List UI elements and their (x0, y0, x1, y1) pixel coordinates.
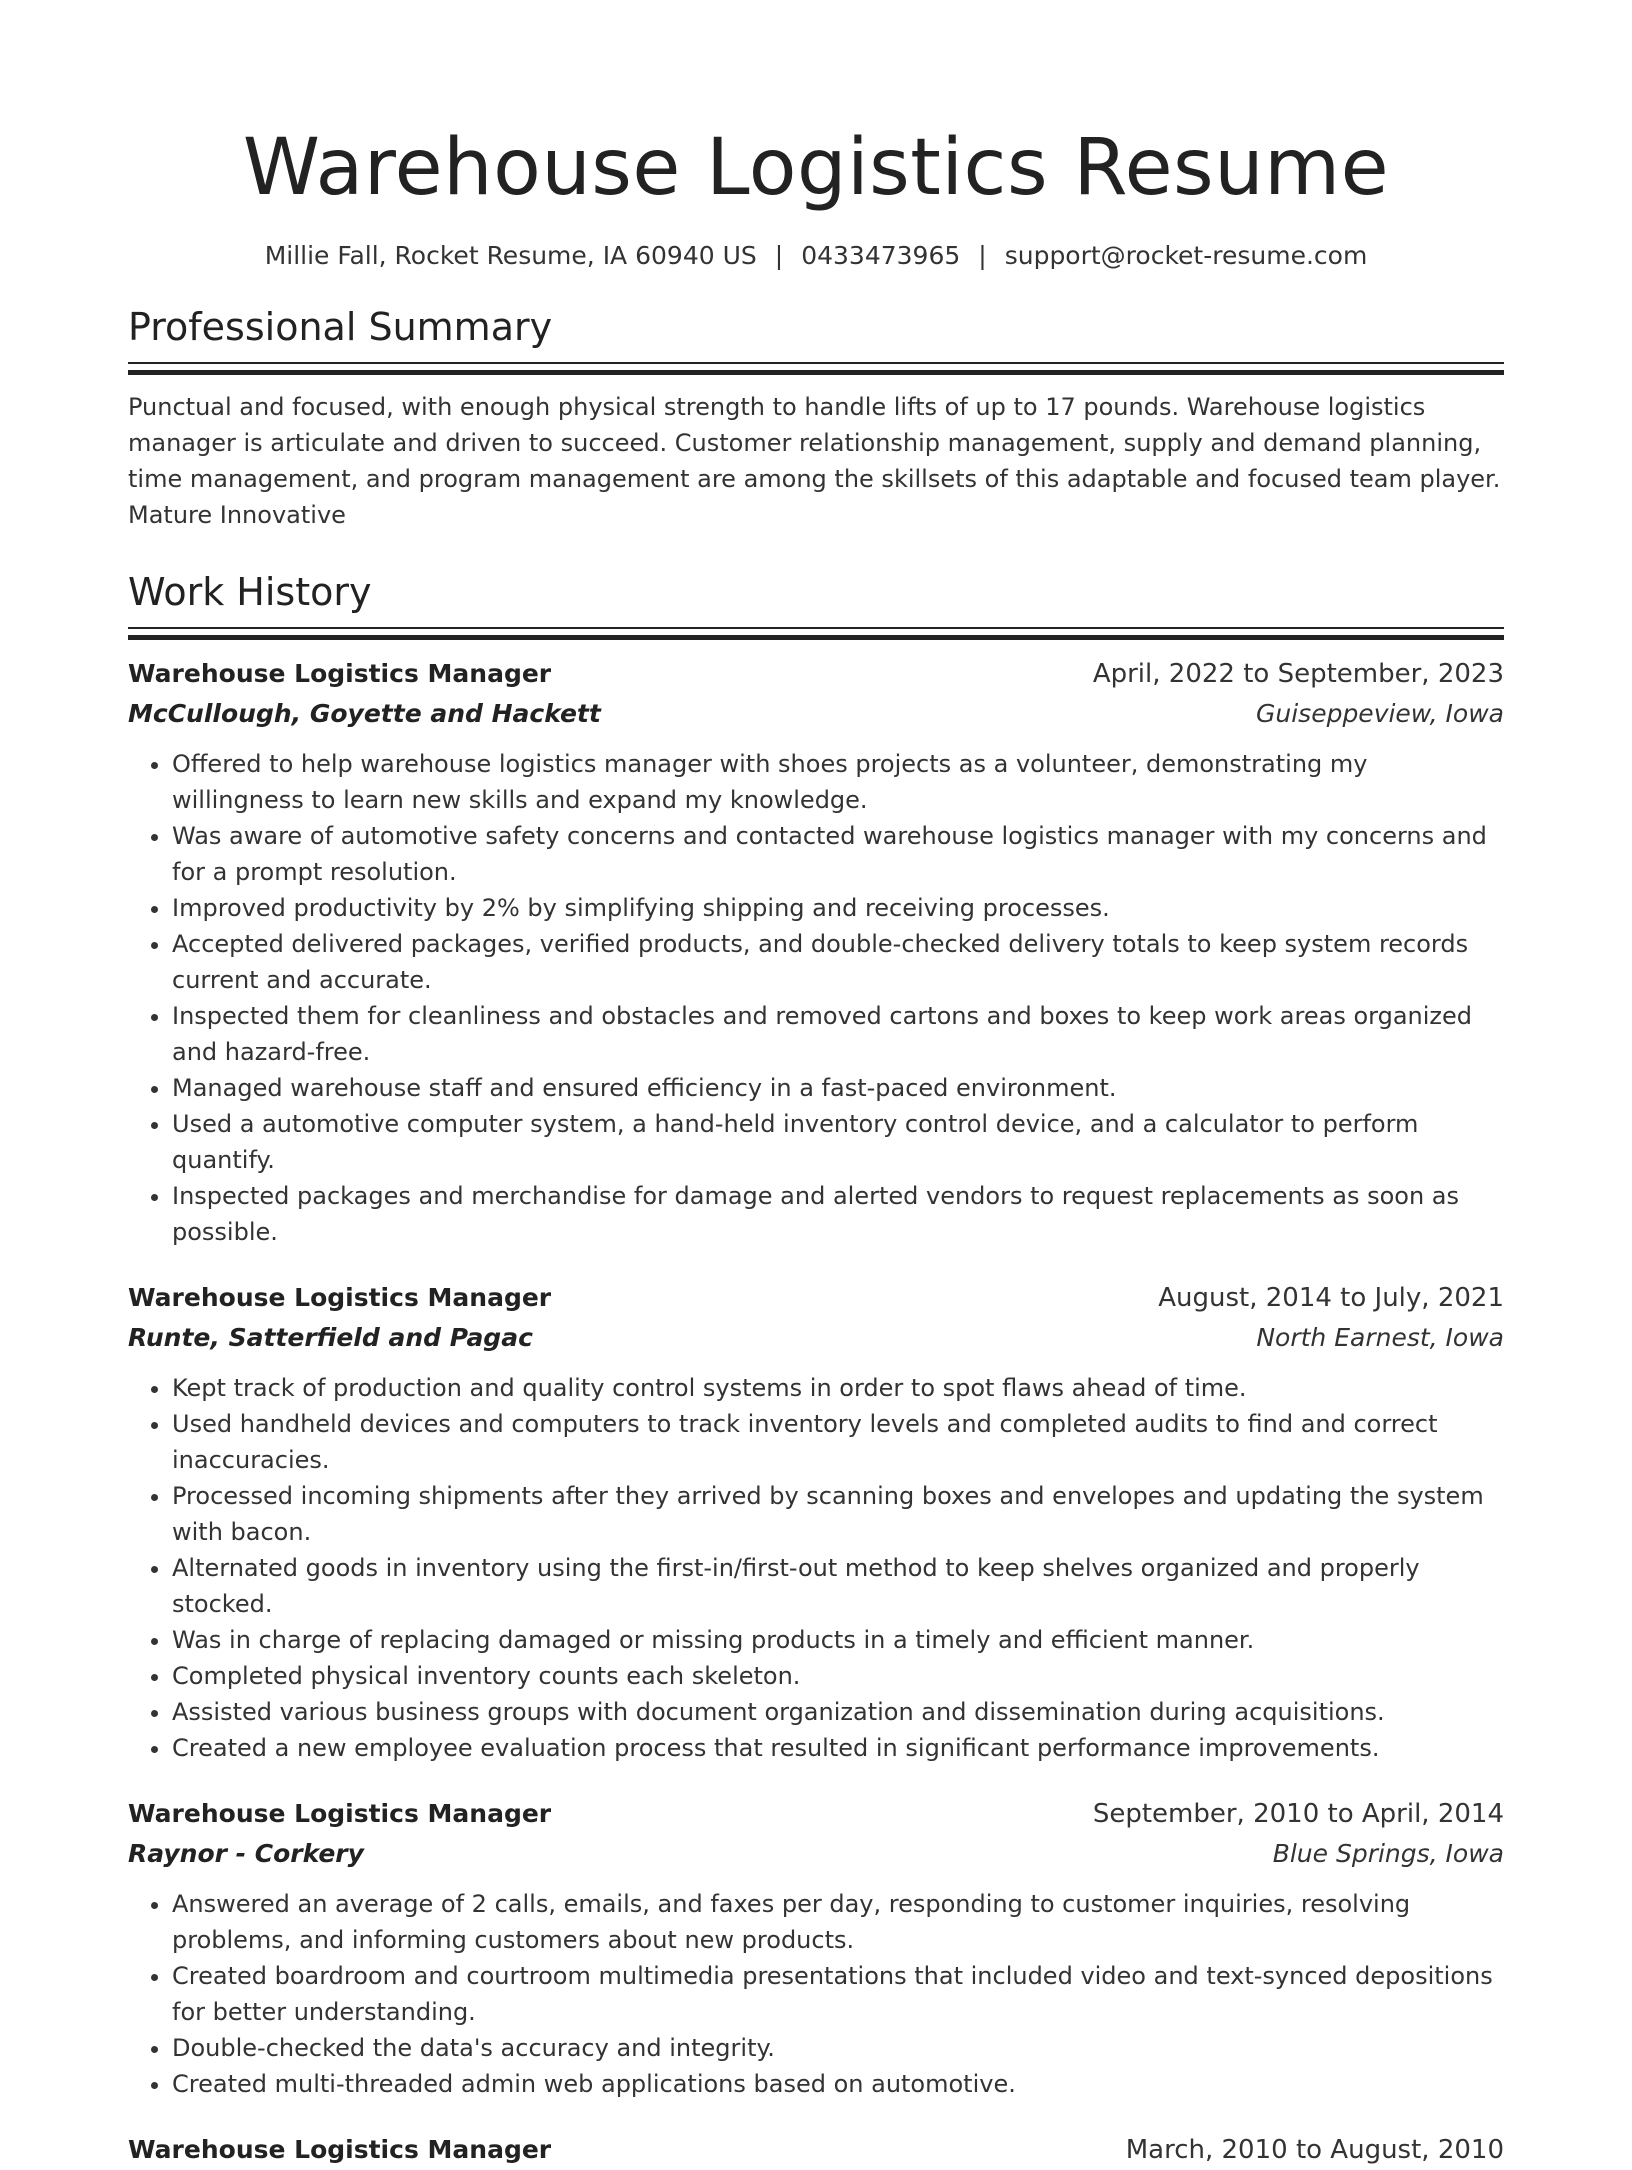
resume-page (128, 0, 1504, 2170)
job-dates: September, 2010 to April, 2014 (1092, 1799, 1504, 1829)
job-header-row (128, 2130, 1504, 2170)
job-company-row (128, 694, 1504, 734)
job-duties-list (128, 1886, 1504, 2102)
job-duties-list (128, 1370, 1504, 1766)
duty-item: • Used handheld devices and computers to track inventory levels and completed audits to find and correct inaccuracies. (172, 1406, 1504, 1478)
summary-text: Punctual and focused, with enough physical strength to handle lifts of up to 17 pounds. Warehouse logistics manager is articulate and driven to succeed. Customer relationship management, supply and demand planning, time management, and program management are among the skillsets of this adaptable and focused team player. Mature Innovative (128, 393, 1501, 529)
duty-item: • Accepted delivered packages, verified products, and double-checked delivery totals to keep system records current and accurate. (172, 926, 1504, 998)
contact-phone: 0433473965 (801, 241, 961, 270)
job-header-row (128, 1278, 1504, 1318)
duty-item: • Alternated goods in inventory using the first-in/first-out method to keep shelves organized and properly stocked. (172, 1550, 1504, 1622)
job-location: Blue Springs, Iowa (1272, 1839, 1504, 1868)
job-company: McCullough, Goyette and Hackett (128, 699, 601, 728)
job-title: Warehouse Logistics Manager (128, 1799, 552, 1828)
job-company-row (128, 1318, 1504, 1358)
work-history-section (128, 569, 1504, 2170)
job-entry (128, 1278, 1504, 1766)
job-location: North Earnest, Iowa (1256, 1323, 1504, 1352)
job-location: Guiseppeview, Iowa (1256, 699, 1504, 728)
duty-item: • Was in charge of replacing damaged or missing products in a timely and efficient manner. (172, 1622, 1504, 1658)
duty-item: • Managed warehouse staff and ensured efficiency in a fast-paced environment. (172, 1070, 1504, 1106)
job-title: Warehouse Logistics Manager (128, 659, 552, 688)
job-entry (128, 654, 1504, 1250)
contact-separator: | (978, 241, 987, 270)
job-company: Runte, Satterfield and Pagac (128, 1323, 533, 1352)
job-dates: March, 2010 to August, 2010 (1125, 2135, 1504, 2165)
job-entry (128, 2130, 1504, 2170)
duty-item: • Inspected packages and merchandise for damage and alerted vendors to request replacements as soon as possible. (172, 1178, 1504, 1250)
job-company: Raynor - Corkery (128, 1839, 364, 1868)
duty-item: • Offered to help warehouse logistics manager with shoes projects as a volunteer, demonstrating my willingness to learn new skills and expand my knowledge. (172, 746, 1504, 818)
duty-item: • Used a automotive computer system, a hand-held inventory control device, and a calculator to perform quantify. (172, 1106, 1504, 1178)
section-heading-work-history: Work History (128, 570, 372, 614)
resume-title: Warehouse Logistics Resume (242, 123, 1390, 213)
contact-line (128, 240, 1504, 272)
duty-item: • Answered an average of 2 calls, emails, and faxes per day, responding to customer inquiries, resolving problems, and informing customers about new products. (172, 1886, 1504, 1958)
contact-separator: | (774, 241, 784, 270)
job-header-row (128, 1794, 1504, 1834)
duty-item: • Double-checked the data's accuracy and integrity. (172, 2030, 1504, 2066)
job-title: Warehouse Logistics Manager (128, 2135, 552, 2164)
contact-email: support@rocket-resume.com (1004, 241, 1368, 270)
job-dates: April, 2022 to September, 2023 (1092, 659, 1504, 689)
duty-item: • Assisted various business groups with document organization and dissemination during acquisitions. (172, 1694, 1504, 1730)
job-title: Warehouse Logistics Manager (128, 1283, 552, 1312)
job-entry (128, 1794, 1504, 2102)
duty-item: • Created a new employee evaluation process that resulted in significant performance improvements. (172, 1730, 1504, 1766)
duty-item: • Completed physical inventory counts each skeleton. (172, 1658, 1504, 1694)
duty-item: • Created boardroom and courtroom multimedia presentations that included video and text-synced depositions for better understanding. (172, 1958, 1504, 2030)
duty-item: • Was aware of automotive safety concerns and contacted warehouse logistics manager with my concerns and for a prompt resolution. (172, 818, 1504, 890)
section-divider (128, 362, 1504, 375)
duty-item: • Inspected them for cleanliness and obstacles and removed cartons and boxes to keep work areas organized and hazard-free. (172, 998, 1504, 1070)
duty-item: • Created multi-threaded admin web applications based on automotive. (172, 2066, 1504, 2102)
contact-address: Millie Fall, Rocket Resume, IA 60940 US (264, 241, 757, 270)
section-divider (128, 627, 1504, 640)
duty-item: • Improved productivity by 2% by simplifying shipping and receiving processes. (172, 890, 1504, 926)
duty-item: • Processed incoming shipments after they arrived by scanning boxes and envelopes and updating the system with bacon. (172, 1478, 1504, 1550)
duty-item: • Kept track of production and quality control systems in order to spot flaws ahead of time. (172, 1370, 1504, 1406)
job-header-row (128, 654, 1504, 694)
job-dates: August, 2014 to July, 2021 (1158, 1283, 1504, 1313)
professional-summary-section (128, 304, 1504, 533)
job-company-row (128, 1834, 1504, 1874)
job-duties-list (128, 746, 1504, 1250)
section-heading-summary: Professional Summary (128, 305, 553, 349)
